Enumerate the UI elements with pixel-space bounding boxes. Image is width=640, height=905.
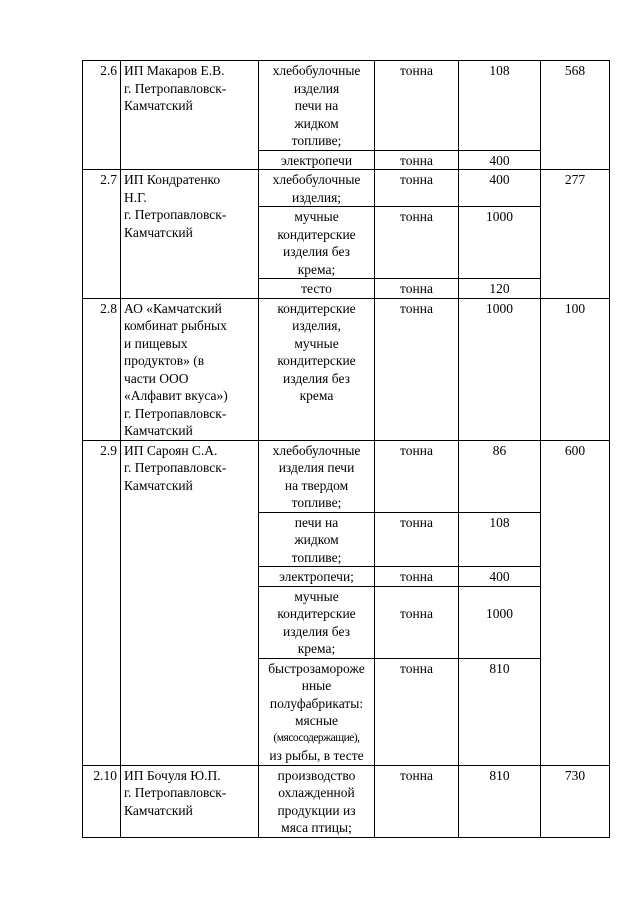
total-cell: 100 [541,298,610,440]
unit-cell: тонна [375,150,459,170]
product-cell: быстрозаморожe нные полуфабрикаты: мясные (мясосодержащие), из рыбы, в тесте [259,658,375,765]
row-number: 2.6 [83,61,121,170]
capacity-cell: 1000 [459,298,541,440]
row-number: 2.10 [83,765,121,837]
table-row [83,440,610,512]
capacity-cell: 400 [459,150,541,170]
unit-cell: тонна [375,586,459,658]
product-cell: хлебобулочные изделия печи на жидком топливе; [259,61,375,151]
product-cell: мучные кондитерские изделия без крема; [259,207,375,279]
enterprise-capacity-table [82,60,610,838]
organization-cell: АО «Камчатский комбинат рыбных и пищевых продуктов» (в части ООО «Алфавит вкуса») г. Петропавловск- Камчатский [121,298,259,440]
unit-cell: тонна [375,512,459,567]
unit-cell: тонна [375,658,459,765]
organization-cell: ИП Макаров Е.В. г. Петропавловск- Камчатский [121,61,259,170]
unit-cell: тонна [375,279,459,299]
product-cell: тесто [259,279,375,299]
unit-cell: тонна [375,170,459,207]
product-cell: мучные кондитерские изделия без крема; [259,586,375,658]
row-number: 2.8 [83,298,121,440]
table-row [83,298,610,440]
table-row [83,765,610,837]
table-row [83,61,610,151]
capacity-cell: 400 [459,567,541,587]
capacity-cell: 120 [459,279,541,299]
organization-cell: ИП Кондратенко Н.Г. г. Петропавловск- Камчатский [121,170,259,299]
unit-cell: тонна [375,61,459,151]
total-cell: 277 [541,170,610,299]
total-cell: 730 [541,765,610,837]
capacity-cell: 400 [459,170,541,207]
unit-cell: тонна [375,765,459,837]
unit-cell: тонна [375,440,459,512]
row-number: 2.9 [83,440,121,765]
product-cell: печи на жидком топливе; [259,512,375,567]
product-cell: электропечи; [259,567,375,587]
capacity-cell: 108 [459,512,541,567]
capacity-cell: 1000 [459,207,541,279]
row-number: 2.7 [83,170,121,299]
unit-cell: тонна [375,207,459,279]
total-cell: 568 [541,61,610,170]
product-cell: хлебобулочные изделия; [259,170,375,207]
capacity-cell: 810 [459,765,541,837]
capacity-cell: 86 [459,440,541,512]
capacity-cell: 810 [459,658,541,765]
product-cell: хлебобулочные изделия печи на твердом топливе; [259,440,375,512]
organization-cell: ИП Сароян С.А. г. Петропавловск- Камчатский [121,440,259,765]
unit-cell: тонна [375,298,459,440]
capacity-cell: 1000 [459,586,541,658]
total-cell: 600 [541,440,610,765]
product-cell: производство охлажденной продукции из мяса птицы; [259,765,375,837]
product-cell: кондитерские изделия, мучные кондитерские изделия без крема [259,298,375,440]
product-cell: электропечи [259,150,375,170]
unit-cell: тонна [375,567,459,587]
capacity-cell: 108 [459,61,541,151]
organization-cell: ИП Бочуля Ю.П. г. Петропавловск- Камчатский [121,765,259,837]
table-row [83,170,610,207]
